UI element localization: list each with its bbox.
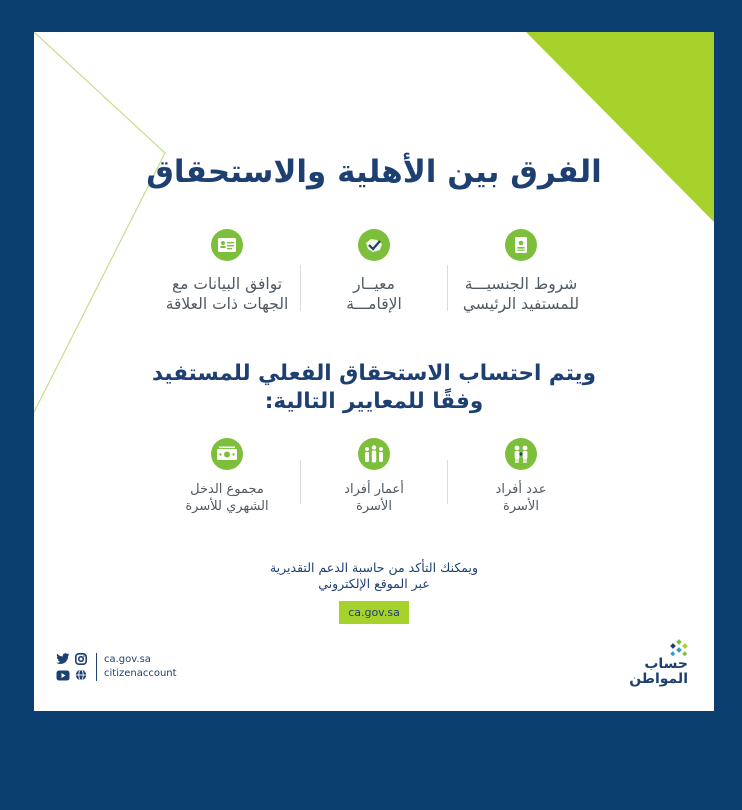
citizen-account-logo [626, 639, 696, 689]
criteria-list [154, 438, 594, 515]
criteria-label-line: أعمار أفراد [344, 482, 404, 497]
criteria-label [344, 481, 404, 515]
calculator-note-line: ويمكنك التأكد من حاسبة الدعم التقديرية [269, 560, 478, 575]
criteria-item-family-size [448, 438, 594, 515]
divider [447, 460, 448, 504]
criteria-label-line: الشهري للأسرة [185, 499, 269, 514]
divider [447, 265, 448, 311]
criteria-heading-line: ويتم احتساب الاستحقاق الفعلي للمستفيد [152, 361, 596, 386]
logo-text-line: حساب [644, 656, 688, 672]
calculator-note [34, 560, 714, 592]
criteria-heading-line: وفقًا للمعايير التالية: [264, 389, 484, 414]
eligibility-item-data-match [154, 229, 300, 314]
document-id-icon [211, 229, 243, 261]
eligibility-item-residency [301, 229, 447, 314]
divider [300, 460, 301, 504]
globe-icon[interactable] [74, 669, 88, 681]
map-check-icon [358, 229, 390, 261]
eligibility-label [346, 274, 402, 314]
criteria-label-line: عدد أفراد [495, 482, 547, 497]
logo-text [626, 657, 688, 687]
footer-handles [104, 653, 177, 681]
eligibility-label [463, 274, 579, 314]
criteria-item-family-ages [301, 438, 447, 515]
eligibility-item-nationality [448, 229, 594, 314]
eligibility-label-line: الجهات ذات العلاقة [165, 295, 289, 313]
footer-social-handle[interactable]: citizenaccount [104, 668, 177, 679]
id-card-icon [505, 229, 537, 261]
eligibility-label-line: للمستفيد الرئيسي [462, 295, 580, 313]
eligibility-label [166, 274, 289, 314]
money-icon [211, 438, 243, 470]
website-link-button[interactable]: ca.gov.sa [339, 601, 409, 624]
criteria-label-line: مجموع الدخل [190, 482, 264, 497]
family-icon [505, 438, 537, 470]
criteria-label [185, 481, 268, 515]
social-icons [56, 653, 89, 681]
criteria-heading [34, 360, 714, 416]
footer-divider [96, 653, 97, 681]
calculator-note-line: عبر الموقع الإلكتروني [318, 576, 430, 591]
divider [300, 265, 301, 311]
twitter-icon[interactable] [56, 653, 70, 665]
eligibility-label-line: معيــار [353, 275, 395, 293]
criteria-label-line: الأسرة [503, 499, 539, 514]
lime-corner-triangle [526, 32, 714, 222]
eligibility-label-line: الإقامـــة [346, 295, 402, 313]
eligibility-label-line: شروط الجنسيـــة [464, 275, 578, 293]
logo-text-line: المواطن [629, 671, 688, 687]
eligibility-list [154, 229, 594, 314]
infographic-card [34, 32, 714, 711]
criteria-item-monthly-income [154, 438, 300, 515]
family-ages-icon [358, 438, 390, 470]
criteria-label [496, 481, 547, 515]
page-title: الفرق بين الأهلية والاستحقاق [146, 154, 602, 190]
footer-website-link[interactable]: ca.gov.sa [104, 654, 151, 665]
criteria-label-line: الأسرة [356, 499, 392, 514]
social-footer [56, 653, 177, 681]
instagram-icon[interactable] [74, 653, 88, 665]
eligibility-label-line: توافق البيانات مع [171, 275, 283, 293]
youtube-icon[interactable] [56, 669, 70, 681]
